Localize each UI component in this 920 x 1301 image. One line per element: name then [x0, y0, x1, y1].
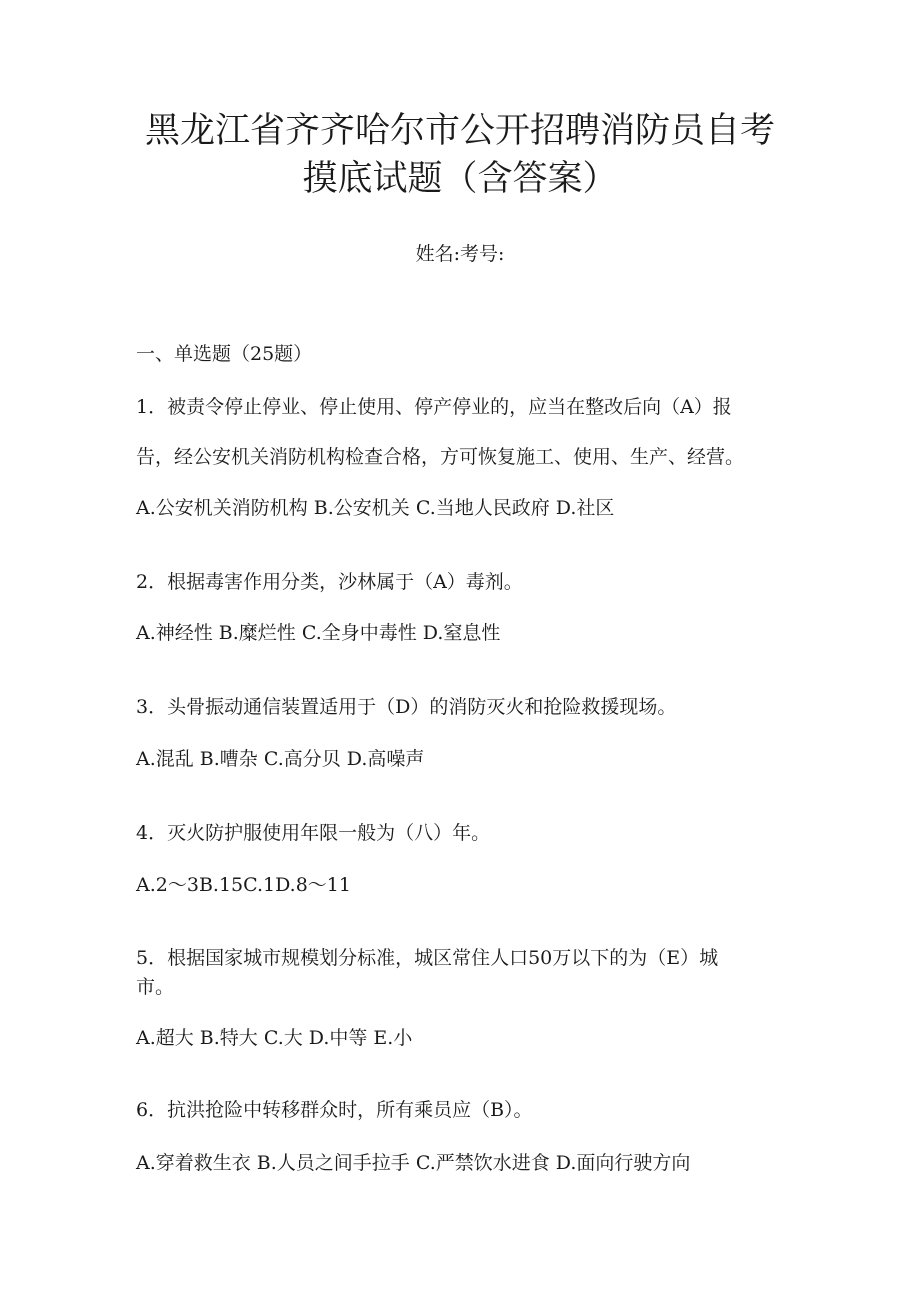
section-heading: 一、单选题（25题） — [136, 343, 313, 365]
question-6-options: A.穿着救生衣 B.人员之间手拉手 C.严禁饮水进食 D.面向行驶方向 — [136, 1152, 691, 1174]
question-5-text-line-2: 市。 — [136, 976, 175, 998]
question-1-text-line-1: 1．被责令停止停业、停止使用、停产停业的，应当在整改后向（A）报 — [136, 396, 732, 418]
question-2-text: 2．根据毒害作用分类，沙林属于（A）毒剂。 — [136, 571, 523, 593]
document-title-line-2: 摸底试题（含答案） — [302, 159, 618, 199]
question-1-options: A.公安机关消防机构 B.公安机关 C.当地人民政府 D.社区 — [136, 497, 615, 519]
question-4-text: 4．灭火防护服使用年限一般为（八）年。 — [136, 822, 491, 844]
question-5-options: A.超大 B.特大 C.大 D.中等 E.小 — [136, 1027, 413, 1049]
document-title-line-1: 黑龙江省齐齐哈尔市公开招聘消防员自考 — [144, 111, 775, 151]
question-6-text: 6．抗洪抢险中转移群众时，所有乘员应（B）。 — [136, 1099, 533, 1121]
name-and-exam-number: 姓名:考号: — [415, 243, 505, 265]
question-4-options: A.2～3B.15C.1D.8～11 — [136, 874, 351, 896]
question-3-text: 3．头骨振动通信装置适用于（D）的消防灭火和抢险救援现场。 — [136, 696, 677, 718]
question-3-options: A.混乱 B.嘈杂 C.高分贝 D.高噪声 — [136, 748, 425, 770]
question-2-options: A.神经性 B.糜烂性 C.全身中毒性 D.窒息性 — [136, 622, 501, 644]
question-1-text-line-2: 告，经公安机关消防机构检查合格，方可恢复施工、使用、生产、经营。 — [136, 446, 745, 468]
question-5-text-line-1: 5．根据国家城市规模划分标准，城区常住人口50万以下的为（E）城 — [136, 947, 719, 969]
